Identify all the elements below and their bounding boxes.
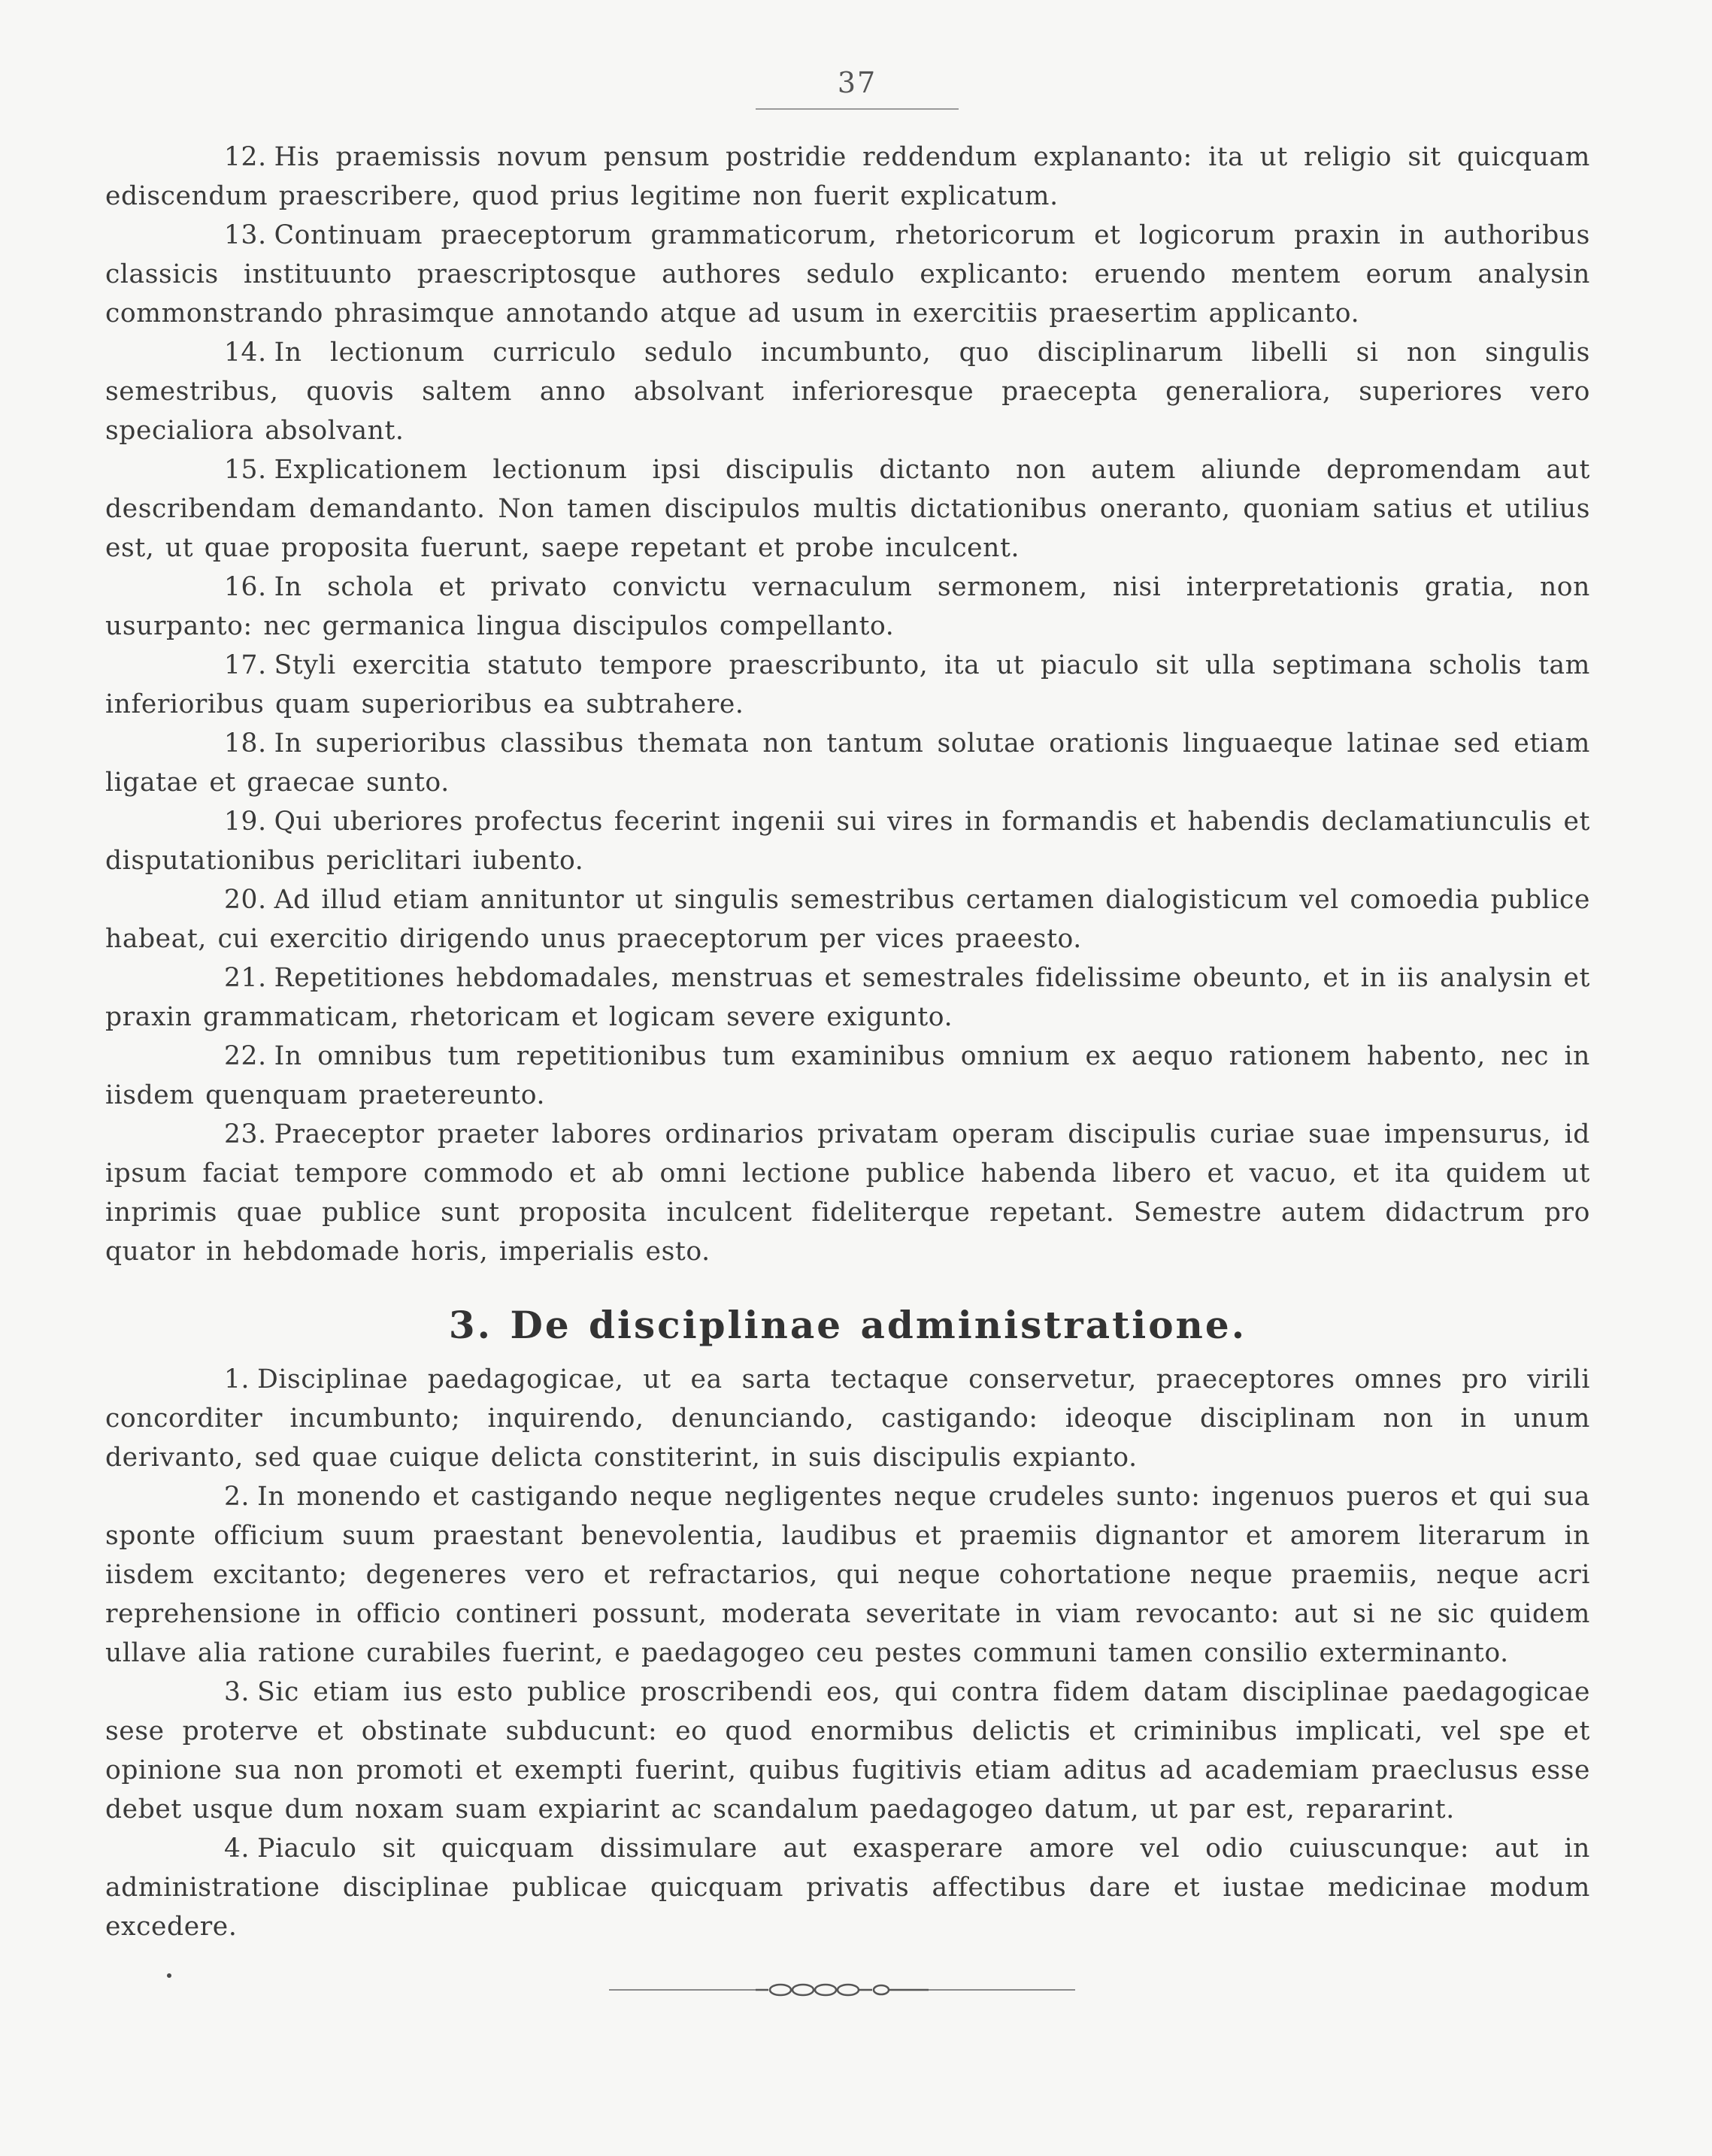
paragraph-number: 4. (224, 1834, 250, 1864)
paragraph-number: 17. (224, 650, 267, 680)
paragraph-18 (105, 724, 1590, 802)
paragraph-17 (105, 646, 1590, 724)
paragraph-number: 19. (224, 807, 267, 837)
paragraph-number: 23. (224, 1119, 267, 1149)
section-heading: 3. De disciplinae administratione. (448, 1303, 1247, 1347)
paragraph-text: Sic etiam ius esto publice proscribendi eos, qui contra fidem datam disciplinae paedagogicae sese proterve et obstinate subducunt: eo quod enormibus delictis et criminibus implicati, vel spe et opinione sua non promoti et exempti fuerint, quibus fugitivis etiam aditus ad academiam praeclusus esse debet usque dum noxam suam expiarint ac scandalum paedagogeo datum, ut par est, repararint. (105, 1677, 1590, 1824)
paragraph-text: In schola et privato convictu vernaculum sermonem, nisi interpretationis gratia, non usurpanto: nec germanica lingua discipulos compellanto. (105, 572, 1590, 641)
paragraph-b1 (105, 1360, 1590, 1477)
paragraph-b4 (105, 1829, 1590, 1946)
paragraph-text: In lectionum curriculo sedulo incumbunto, quo disciplinarum libelli si non singulis semestribus, quovis saltem anno absolvant inferioresque praecepta generaliora, superiores vero specialiora absolvant. (105, 338, 1590, 446)
paragraph-text: In omnibus tum repetitionibus tum examinibus omnium ex aequo rationem habento, nec in iisdem quenquam praetereunto. (105, 1041, 1590, 1110)
paragraph-15 (105, 450, 1590, 568)
paragraph-text: Praeceptor praeter labores ordinarios privatam operam discipulis curiae suae impensurus, id ipsum faciat tempore commodo et ab omni lectione publice habenda libero et vacuo, et ita quidem ut inprimis quae publice sunt proposita inculcent fideliterque repetant. Semestre autem didactrum pro quator in hebdomade horis, imperialis esto. (105, 1119, 1590, 1267)
paragraph-number: 15. (224, 455, 267, 485)
paragraph-text: In superioribus classibus themata non tantum solutae orationis linguaeque latinae sed etiam ligatae et graecae sunto. (105, 728, 1590, 798)
paragraph-number: 21. (224, 963, 267, 993)
page-number: 37 (756, 66, 959, 110)
paragraph-14 (105, 333, 1590, 450)
paragraph-22 (105, 1037, 1590, 1115)
paragraph-number: 13. (224, 220, 267, 250)
paragraph-text: Ad illud etiam annituntor ut singulis semestribus certamen dialogisticum vel comoedia publice habeat, cui exercitio dirigendo unus praeceptorum per vices praeesto. (105, 885, 1590, 954)
paragraph-number: 3. (224, 1677, 250, 1707)
paragraph-b2 (105, 1477, 1590, 1673)
paragraph-12 (105, 138, 1590, 216)
paragraph-number: 16. (224, 572, 267, 602)
paragraph-text: Continuam praeceptorum grammaticorum, rhetoricorum et logicorum praxin in authoribus classicis instituunto praescriptosque authores sedulo explicanto: eruendo mentem eorum analysin commonstrando phrasimque annotando atque ad usum in exercitiis praesertim applicanto. (105, 220, 1590, 329)
ink-speck (167, 1973, 171, 1978)
paragraph-number: 22. (224, 1041, 267, 1071)
paragraph-text: Styli exercitia statuto tempore praescribunto, ita ut piaculo sit ulla septimana scholis tam inferioribus quam superioribus ea subtrahere. (105, 650, 1590, 719)
paragraph-text: Disciplinae paedagogicae, ut ea sarta tectaque conservetur, praeceptores omnes pro virili concorditer incumbunto; inquirendo, denunciando, castigando: ideoque disciplinam non in unum derivanto, sed quae cuique delicta constiterint, in suis discipulis expianto. (105, 1364, 1590, 1473)
paragraph-23 (105, 1115, 1590, 1271)
ornament-divider-icon (609, 1977, 1075, 2003)
paragraph-number: 1. (224, 1364, 250, 1394)
paragraph-text: His praemissis novum pensum postridie reddendum explananto: ita ut religio sit quicquam ediscendum praescribere, quod prius legitime non fuerit explicatum. (105, 142, 1590, 211)
paragraph-number: 20. (224, 885, 267, 915)
paragraph-number: 18. (224, 728, 267, 759)
paragraph-text: Repetitiones hebdomadales, menstruas et semestrales fidelissime obeunto, et in iis analysin et praxin grammaticam, rhetoricam et logicam severe exigunto. (105, 963, 1590, 1032)
paragraph-16 (105, 568, 1590, 646)
paragraph-21 (105, 958, 1590, 1037)
paragraph-20 (105, 880, 1590, 958)
paragraph-number: 2. (224, 1482, 250, 1512)
paragraph-13 (105, 216, 1590, 333)
paragraph-text: Explicationem lectionum ipsi discipulis dictanto non autem aliunde depromendam aut describendam demandanto. Non tamen discipulos multis dictationibus oneranto, quoniam satius et utilius est, ut quae proposita fuerunt, saepe repetant et probe inculcent. (105, 455, 1590, 563)
paragraph-19 (105, 802, 1590, 880)
paragraph-text: Piaculo sit quicquam dissimulare aut exasperare amore vel odio cuiuscunque: aut in administratione disciplinae publicae quicquam privatis affectibus dare et iustae medicinae modum excedere. (105, 1834, 1590, 1942)
document-body (105, 138, 1590, 1946)
paragraph-text: In monendo et castigando neque negligentes neque crudeles sunto: ingenuos pueros et qui sua sponte officium suum praestant benevolentia, laudibus et praemiis dignantor et amorem literarum in iisdem excitanto; degeneres vero et refractarios, qui neque cohortatione neque praemiis, neque acri reprehensione in officio contineri possunt, moderata severitate in viam revocanto: aut si ne sic quidem ullave alia ratione curabiles fuerint, e paedagogeo ceu pestes communi tamen consilio exterminanto. (105, 1482, 1590, 1668)
paragraph-text: Qui uberiores profectus fecerint ingenii sui vires in formandis et habendis declamatiunculis et disputationibus periclitari iubento. (105, 807, 1590, 876)
paragraph-number: 12. (224, 142, 267, 172)
paragraph-b3 (105, 1673, 1590, 1829)
paragraph-number: 14. (224, 338, 267, 368)
